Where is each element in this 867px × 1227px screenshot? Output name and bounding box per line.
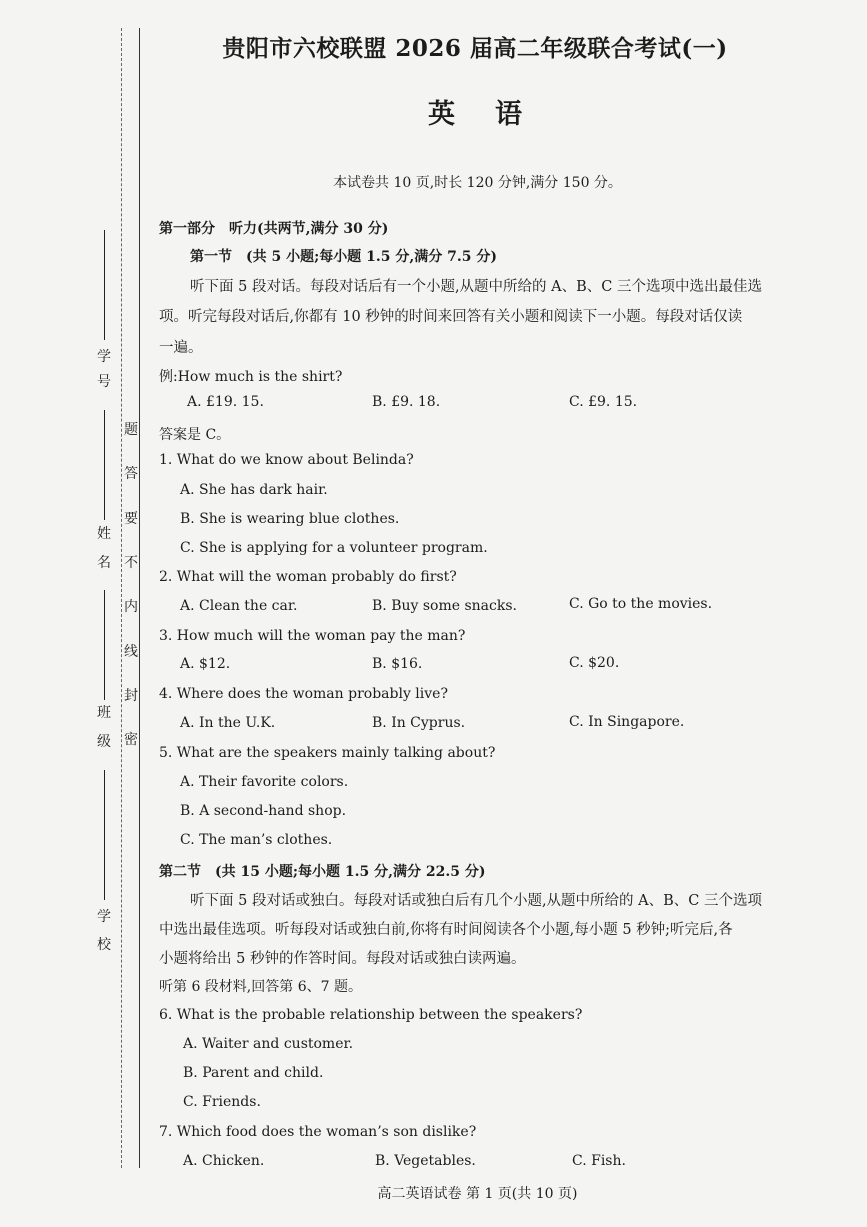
field-label-char: 学 — [97, 349, 111, 365]
option-c: C. She is applying for a volunteer program. — [180, 540, 488, 556]
student-id-blank[interactable] — [104, 230, 105, 340]
seal-notice-char: 要 — [124, 511, 138, 527]
part1-heading: 第一部分 听力(共两节,满分 30 分) — [159, 221, 389, 237]
seal-notice-char: 答 — [124, 466, 138, 482]
example-question: 例:How much is the shirt? — [159, 369, 343, 385]
option-b: B. Buy some snacks. — [372, 598, 517, 614]
seal-notice-char: 不 — [124, 555, 138, 571]
example-option-a: A. £19. 15. — [187, 394, 264, 410]
question-stem: 2. What will the woman probably do first? — [159, 569, 457, 585]
option-c: C. $20. — [569, 655, 620, 671]
question-stem: 7. Which food does the woman’s son dislike? — [159, 1124, 477, 1140]
question-stem: 6. What is the probable relationship between the speakers? — [159, 1007, 583, 1023]
example-answer: 答案是 C。 — [159, 427, 231, 443]
section2-instruction-line: 听下面 5 段对话或独白。每段对话或独白后有几个小题,从题中所给的 A、B、C 三个选项 — [190, 893, 762, 909]
option-a: A. $12. — [180, 656, 231, 672]
option-a: A. In the U.K. — [180, 715, 276, 731]
example-option-c: C. £9. 15. — [569, 394, 638, 410]
section1-instruction-line: 一遍。 — [159, 340, 203, 356]
question-stem: 4. Where does the woman probably live? — [159, 686, 448, 702]
section2-instruction-line: 小题将给出 5 秒钟的作答时间。每段对话或独白读两遍。 — [159, 951, 526, 967]
cut-line-dashed — [121, 28, 122, 1168]
seal-notice-char: 封 — [124, 688, 138, 704]
question-stem: 1. What do we know about Belinda? — [159, 452, 414, 468]
field-label-char: 名 — [97, 555, 111, 571]
section1-instruction-line: 听下面 5 段对话。每段对话后有一个小题,从题中所给的 A、B、C 三个选项中选出最佳选 — [190, 279, 762, 295]
option-a: A. Their favorite colors. — [180, 774, 349, 790]
option-a: A. Clean the car. — [180, 598, 298, 614]
option-c: C. Go to the movies. — [569, 596, 713, 612]
option-b: B. Parent and child. — [183, 1065, 324, 1081]
option-a: A. She has dark hair. — [180, 482, 328, 498]
class-blank[interactable] — [104, 590, 105, 700]
seal-notice-char: 密 — [124, 732, 138, 748]
option-b: B. She is wearing blue clothes. — [180, 511, 400, 527]
exam-intro: 本试卷共 10 页,时长 120 分钟,满分 150 分。 — [333, 175, 622, 191]
option-b: B. In Cyprus. — [372, 715, 466, 731]
seal-line — [139, 28, 140, 1168]
field-label-char: 级 — [97, 734, 111, 750]
option-b: B. Vegetables. — [375, 1153, 476, 1169]
option-c: C. In Singapore. — [569, 714, 685, 730]
material-note: 听第 6 段材料,回答第 6、7 题。 — [159, 979, 362, 995]
field-label-char: 班 — [97, 705, 111, 721]
option-a: A. Waiter and customer. — [183, 1036, 354, 1052]
section1-heading: 第一节 (共 5 小题;每小题 1.5 分,满分 7.5 分) — [190, 249, 497, 265]
option-b: B. $16. — [372, 656, 423, 672]
field-label-char: 姓 — [97, 526, 111, 542]
page-footer: 高二英语试卷 第 1 页(共 10 页) — [377, 1186, 578, 1202]
question-stem: 5. What are the speakers mainly talking about? — [159, 745, 496, 761]
option-c: C. Friends. — [183, 1094, 261, 1110]
seal-notice-char: 题 — [124, 422, 138, 438]
school-blank[interactable] — [104, 770, 105, 900]
name-blank[interactable] — [104, 410, 105, 520]
exam-title: 贵阳市六校联盟 2026 届高二年级联合考试(一) — [222, 35, 728, 62]
example-option-b: B. £9. 18. — [372, 394, 441, 410]
subject-title: 英语 — [428, 99, 562, 130]
option-c: C. Fish. — [572, 1153, 626, 1169]
field-label-char: 校 — [97, 937, 111, 953]
section2-instruction-line: 中选出最佳选项。听每段对话或独白前,你将有时间阅读各个小题,每小题 5 秒钟;听完后,各 — [159, 922, 733, 938]
section2-heading: 第二节 (共 15 小题;每小题 1.5 分,满分 22.5 分) — [159, 864, 486, 880]
field-label-char: 号 — [97, 374, 111, 390]
option-b: B. A second-hand shop. — [180, 803, 347, 819]
field-label-char: 学 — [97, 909, 111, 925]
option-c: C. The man’s clothes. — [180, 832, 333, 848]
section1-instruction-line: 项。听完每段对话后,你都有 10 秒钟的时间来回答有关小题和阅读下一小题。每段对话仅读 — [159, 309, 743, 325]
seal-notice-char: 内 — [124, 599, 138, 615]
seal-notice-char: 线 — [124, 644, 138, 660]
option-a: A. Chicken. — [183, 1153, 265, 1169]
question-stem: 3. How much will the woman pay the man? — [159, 628, 466, 644]
